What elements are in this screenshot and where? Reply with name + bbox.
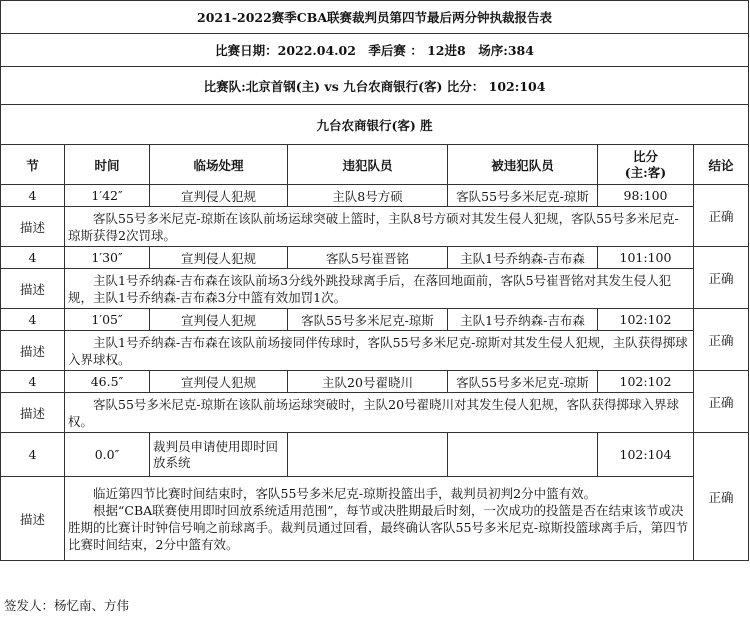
event-time: 1′30″ bbox=[65, 247, 150, 269]
description-label: 描述 bbox=[1, 269, 65, 309]
header-period: 节 bbox=[1, 145, 65, 185]
description-label: 描述 bbox=[1, 477, 65, 561]
event-score: 102:102 bbox=[598, 309, 694, 331]
event-time: 0.0″ bbox=[65, 433, 150, 477]
event-offender: 客队55号多米尼克-琼斯 bbox=[288, 309, 448, 331]
header-score: 比分 (主:客) bbox=[598, 145, 694, 185]
event-time: 46.5″ bbox=[65, 371, 150, 393]
header-conclusion: 结论 bbox=[694, 145, 749, 185]
event-conclusion: 正确 bbox=[694, 185, 749, 247]
description-row bbox=[1, 331, 749, 371]
event-fouled: 主队1号乔纳森-吉布森 bbox=[448, 309, 598, 331]
event-fouled: 主队1号乔纳森-吉布森 bbox=[448, 247, 598, 269]
description-row bbox=[1, 477, 749, 561]
event-conclusion: 正确 bbox=[694, 433, 749, 561]
match-result: 九台农商银行(客) 胜 bbox=[1, 105, 749, 145]
event-time: 1′05″ bbox=[65, 309, 150, 331]
report-title: 2021-2022赛季CBA联赛裁判员第四节最后两分钟执裁报告表 bbox=[1, 1, 749, 34]
event-offender bbox=[288, 433, 448, 477]
event-description: 临近第四节比赛时间结束时，客队55号多米尼克-琼斯投篮出手，裁判员初判2分中篮有效。 bbox=[93, 485, 597, 501]
event-score: 102:104 bbox=[598, 433, 694, 477]
event-period: 4 bbox=[1, 309, 65, 331]
event-row bbox=[1, 371, 749, 393]
header-time: 时间 bbox=[65, 145, 150, 185]
event-fouled: 客队55号多米尼克-琼斯 bbox=[448, 371, 598, 393]
event-call: 宣判侵人犯规 bbox=[150, 247, 288, 269]
event-description: 客队55号多米尼克-琼斯在该队前场运球突破上篮时，主队8号方硕对其发生侵人犯规，客队55号多米尼克-琼斯获得2次罚球。 bbox=[65, 207, 694, 247]
event-row bbox=[1, 433, 749, 477]
event-description-rule: 根据“CBA联赛使用即时回放系统适用范围”，每节或决胜期最后时刻，一次成功的投篮是否在结束该节或决胜期的比赛计时钟信号响之前球离手。裁判员通过回看，最终确认客队55号多米尼克-琼斯投篮球离手后，第四节比赛时间结束，2分中篮有效。 bbox=[68, 502, 689, 552]
description-label: 描述 bbox=[1, 331, 65, 371]
description-row bbox=[1, 207, 749, 247]
header-call: 临场处理 bbox=[150, 145, 288, 185]
event-conclusion: 正确 bbox=[694, 309, 749, 371]
event-row bbox=[1, 309, 749, 331]
event-description: 客队55号多米尼克-琼斯在该队前场运球突破时，主队20号翟晓川对其发生侵人犯规，客队获得掷球入界球权。 bbox=[65, 393, 694, 433]
header-fouled: 被违犯队员 bbox=[448, 145, 598, 185]
event-period: 4 bbox=[1, 185, 65, 207]
event-offender: 主队20号翟晓川 bbox=[288, 371, 448, 393]
event-fouled bbox=[448, 433, 598, 477]
event-row bbox=[1, 247, 749, 269]
description-row bbox=[1, 393, 749, 433]
event-conclusion: 正确 bbox=[694, 371, 749, 433]
match-info: 比赛日期：2022.04.02 季后赛 ： 12进8 场序:384 bbox=[1, 34, 749, 67]
event-call: 宣判侵人犯规 bbox=[150, 309, 288, 331]
event-description: 主队1号乔纳森-吉布森在该队前场接同伴传球时，客队55号多米尼克-琼斯对其发生侵人犯规，主队获得掷球入界球权。 bbox=[65, 331, 694, 371]
event-row bbox=[1, 185, 749, 207]
event-description: 主队1号乔纳森-吉布森在该队前场3分线外跳投球离手后，在落回地面前，客队5号崔晋铭对其发生侵人犯规，主队1号乔纳森-吉布森3分中篮有效加罚1次。 bbox=[65, 269, 694, 309]
description-label: 描述 bbox=[1, 393, 65, 433]
event-score: 98:100 bbox=[598, 185, 694, 207]
event-period: 4 bbox=[1, 247, 65, 269]
signers: 签发人：杨忆南、方伟 bbox=[4, 598, 130, 613]
header-offender: 违犯队员 bbox=[288, 145, 448, 185]
event-description-block bbox=[65, 477, 694, 561]
event-call: 裁判员申请使用即时回放系统 bbox=[150, 433, 288, 477]
event-period: 4 bbox=[1, 433, 65, 477]
event-period: 4 bbox=[1, 371, 65, 393]
event-conclusion: 正确 bbox=[694, 247, 749, 309]
event-offender: 客队5号崔晋铭 bbox=[288, 247, 448, 269]
event-call: 宣判侵人犯规 bbox=[150, 185, 288, 207]
event-call: 宣判侵人犯规 bbox=[150, 371, 288, 393]
header-row bbox=[1, 145, 749, 185]
event-score: 102:102 bbox=[598, 371, 694, 393]
description-label: 描述 bbox=[1, 207, 65, 247]
event-fouled: 客队55号多米尼克-琼斯 bbox=[448, 185, 598, 207]
teams-line: 比赛队:北京首钢(主) vs 九台农商银行(客) 比分： 102:104 bbox=[1, 67, 749, 105]
description-row bbox=[1, 269, 749, 309]
event-offender: 主队8号方硕 bbox=[288, 185, 448, 207]
event-score: 101:100 bbox=[598, 247, 694, 269]
event-time: 1′42″ bbox=[65, 185, 150, 207]
